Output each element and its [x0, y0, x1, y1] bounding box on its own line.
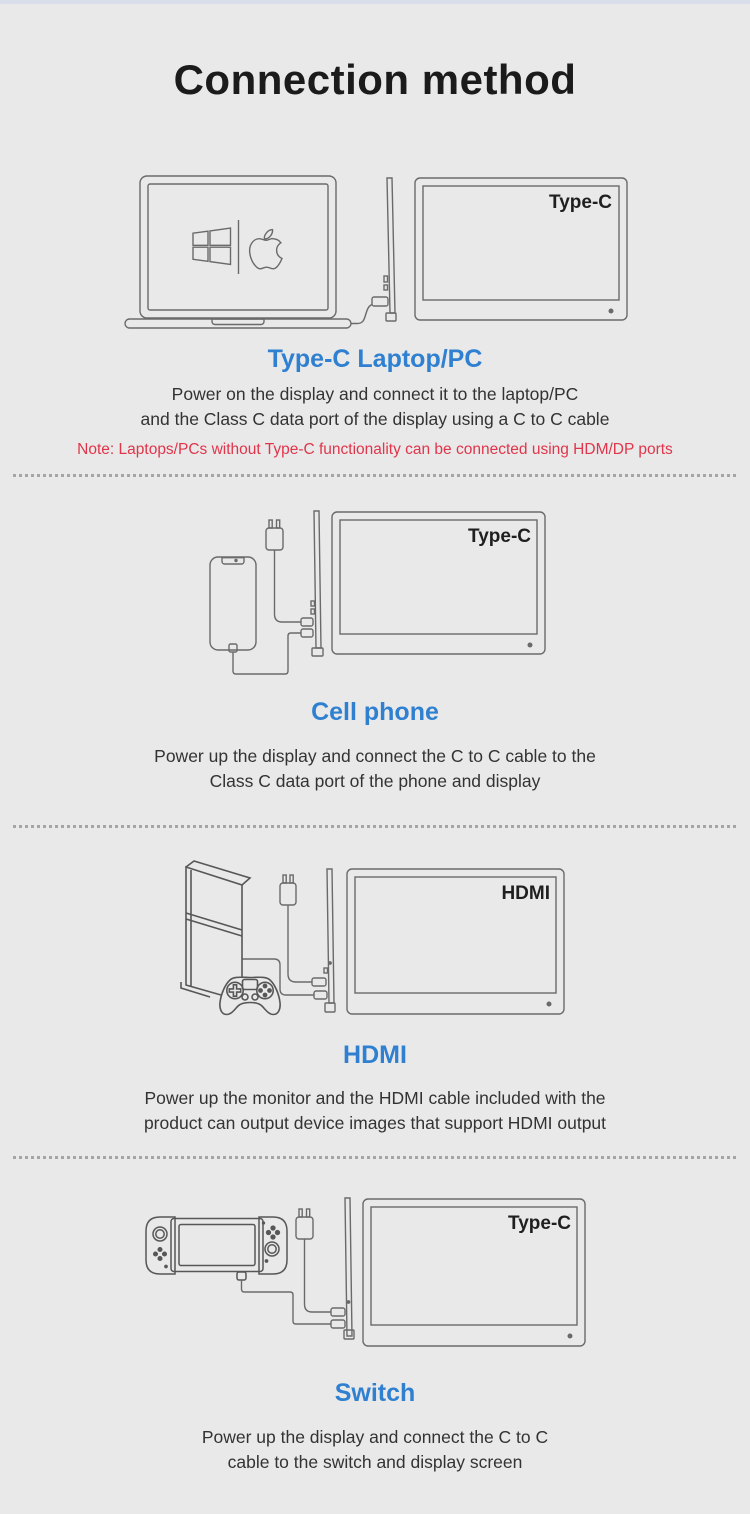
cable-plug	[331, 1320, 345, 1328]
cable-plug	[301, 618, 313, 626]
section-divider	[13, 1156, 737, 1159]
laptop-hinge	[212, 319, 264, 325]
power-led-dot	[609, 309, 613, 313]
phone-notch	[222, 558, 244, 564]
cable-plug	[372, 297, 388, 306]
section-body-switch	[0, 1425, 750, 1474]
power-adapter-icon	[266, 520, 283, 550]
monitor-port-label: Type-C	[508, 1213, 571, 1234]
adapter-body	[296, 1217, 313, 1239]
laptop-base	[125, 319, 351, 328]
smartphone-icon	[210, 557, 256, 652]
section-divider	[13, 474, 737, 477]
power-adapter-icon	[296, 1209, 313, 1239]
section-note-typec-laptop: Note: Laptops/PCs without Type-C functionality can be connected using HDM/DP ports	[77, 441, 673, 458]
adapter-body	[266, 528, 283, 550]
nintendo-switch-icon	[146, 1217, 287, 1280]
apple-logo-icon	[250, 230, 282, 269]
power-led-dot	[568, 1334, 572, 1338]
power-adapter-icon	[280, 875, 296, 905]
switch-screen	[179, 1225, 255, 1266]
phone-plug	[229, 644, 237, 652]
cable-plug	[301, 629, 313, 637]
section-heading-cell-phone: Cell phone	[311, 698, 439, 726]
adapter-body	[280, 883, 296, 905]
cable-plug	[312, 978, 326, 986]
laptop-icon	[125, 176, 351, 328]
typec-cable	[351, 305, 372, 324]
monitor-side-view-icon	[344, 1198, 354, 1339]
power-cable	[288, 905, 312, 982]
laptop-to-monitor-illustration	[115, 170, 635, 342]
windows-logo-icon	[193, 228, 231, 265]
section-heading-typec-laptop: Type-C Laptop/PC	[267, 345, 483, 373]
power-led-dot	[547, 1002, 551, 1006]
body-line: cable to the switch and display screen	[227, 1451, 523, 1472]
switch-to-monitor-illustration	[130, 1181, 600, 1361]
monitor-side-view-icon	[384, 178, 396, 321]
adapter-prong	[283, 875, 286, 883]
power-led-dot	[528, 643, 532, 647]
adapter-prong	[277, 520, 280, 528]
cable-plug	[331, 1308, 345, 1316]
body-line: product can output device images that support HDMI output	[143, 1112, 607, 1133]
section-heading-switch: Switch	[334, 1379, 416, 1407]
section-body-hdmi	[0, 1086, 750, 1135]
page-title: Connection method	[173, 56, 577, 103]
body-line: Power up the display and connect the C to C cable to the	[154, 746, 596, 766]
section-body-cell-phone	[0, 744, 750, 793]
section-body-typec-laptop	[0, 382, 750, 431]
adapter-prong	[269, 520, 272, 528]
body-line: Class C data port of the phone and display	[209, 770, 541, 791]
power-cable	[275, 550, 302, 622]
adapter-prong	[307, 1209, 310, 1217]
switch-body	[171, 1219, 263, 1272]
body-line: Power on the display and connect it to the laptop/PC	[171, 384, 579, 404]
phone-data-cable	[233, 633, 301, 674]
monitor-port-label: Type-C	[549, 192, 612, 213]
phone-body	[210, 557, 256, 650]
typec-cable	[242, 1280, 332, 1324]
top-border-strip	[0, 0, 750, 4]
monitor-port-label: HDMI	[501, 883, 550, 904]
section-divider	[13, 825, 737, 828]
gamepad-icon	[220, 977, 280, 1014]
console-to-monitor-illustration	[150, 851, 600, 1037]
body-line: Power up the monitor and the HDMI cable included with the	[144, 1088, 606, 1108]
body-line: Power up the display and connect the C to C	[201, 1427, 549, 1447]
phone-camera-dot	[235, 560, 237, 562]
switch-plug	[237, 1272, 246, 1280]
adapter-prong	[290, 875, 293, 883]
body-line: and the Class C data port of the display using a C to C cable	[140, 408, 610, 429]
cable-plug	[314, 991, 327, 999]
power-cable	[305, 1239, 332, 1312]
section-heading-hdmi: HDMI	[343, 1041, 407, 1069]
monitor-port-label: Type-C	[468, 526, 531, 547]
phone-to-monitor-illustration	[180, 501, 600, 691]
adapter-prong	[299, 1209, 302, 1217]
